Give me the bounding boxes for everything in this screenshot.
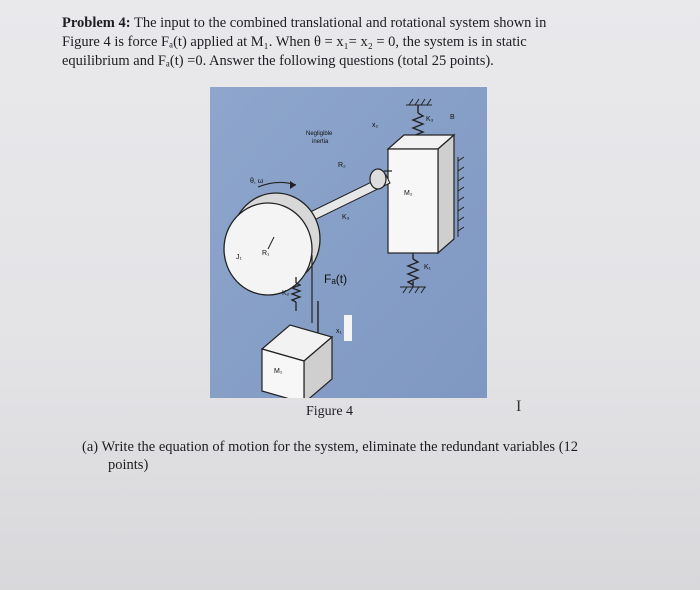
label-m2: M₂ [404,190,413,197]
problem-statement [62,14,622,71]
figure-4-diagram [210,87,487,398]
label-fa: Fₐ(t) [324,272,348,286]
label-inertia: inertia [312,139,329,145]
question-line-2: points) [108,457,149,473]
label-x2: x₂ [372,122,379,129]
label-m1: M₁ [274,368,283,375]
label-b: B [450,114,455,121]
question-a [82,438,642,474]
x1-marker [344,315,352,341]
label-negligible: Negligible [306,131,333,137]
label-k3-shaft: K₃ [342,214,350,221]
label-k2: K₂ [282,290,290,297]
pulley-r2 [370,169,386,189]
problem-line-1: The input to the combined translational and rotational system shown in [133,15,547,31]
label-r2: R₂ [338,162,346,169]
problem-line-2: Figure 4 is force Fₐ(t) applied at M₁. When θ = x₁= x₂ = 0, the system is in static [62,34,527,50]
label-k3: K₃ [426,116,434,123]
problem-line-3: equilibrium and Fₐ(t) =0. Answer the following questions (total 25 points). [62,53,494,69]
problem-label: Problem 4: [62,15,131,31]
label-r1: R₁ [262,250,270,257]
label-k1: K₁ [424,264,432,271]
label-j1: J₁ [236,254,242,261]
label-x1: x₁ [336,328,342,335]
text-cursor-icon: I [516,398,522,415]
figure-caption: Figure 4 [306,404,354,419]
question-line-1: (a) Write the equation of motion for the system, eliminate the redundant variables (12 [82,439,579,455]
label-theta-w: θ, ω [250,178,264,185]
mass-m2-block [388,135,454,253]
